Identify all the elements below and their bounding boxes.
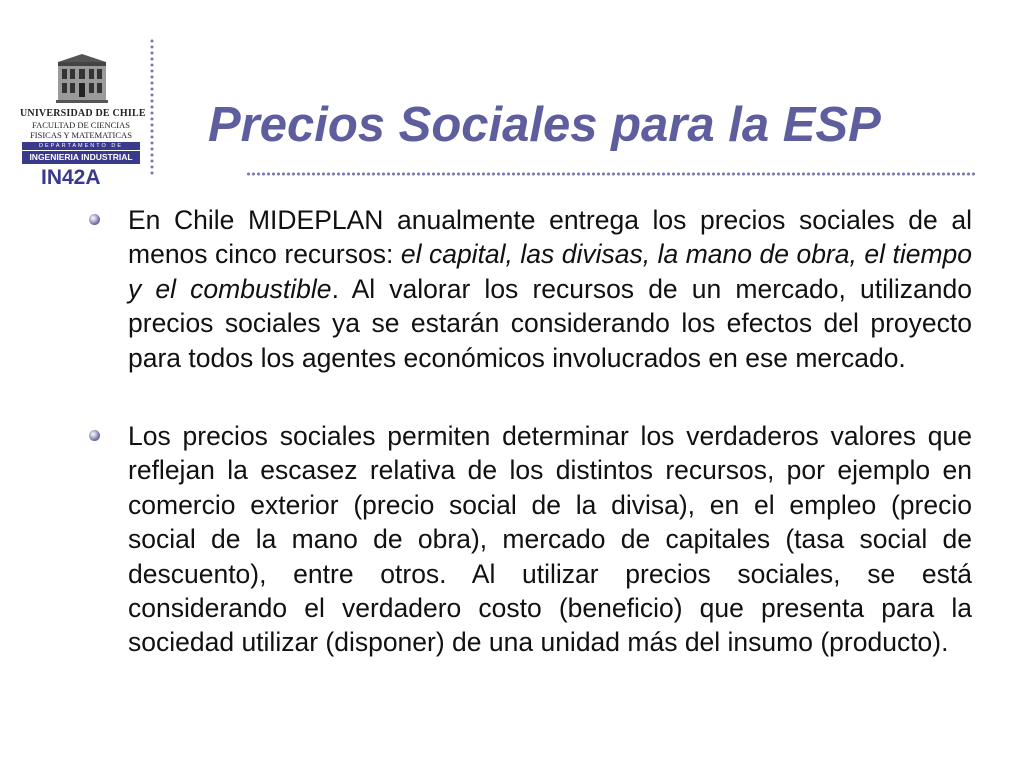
slide-title: Precios Sociales para la ESP <box>208 98 881 152</box>
bullet-icon <box>89 214 100 225</box>
slide-content <box>84 203 972 704</box>
faculty-line-2: FISICAS Y MATEMATICAS <box>30 130 132 140</box>
bullet-icon <box>89 430 100 441</box>
horizontal-dotted-divider <box>246 172 976 176</box>
resources-list: el capital, las divisas, la mano de obra, el tiempo y el combustible <box>128 239 972 304</box>
bullet-item <box>84 203 972 375</box>
bullet-text <box>128 203 972 375</box>
faculty-line-1: FACULTAD DE CIENCIAS <box>31 120 131 130</box>
university-name: UNIVERSIDAD DE CHILE <box>20 108 146 119</box>
bullet-item <box>84 419 972 660</box>
bullet-text-end: . Al valorar los recursos de un mercado, utilizando precios sociales ya se estarán considerando los efectos del proyecto para todos los agentes económicos involucrados en ese mercado. <box>128 273 972 373</box>
university-building-icon <box>54 52 110 104</box>
department-name: INGENIERIA INDUSTRIAL <box>22 150 140 164</box>
vertical-dotted-divider <box>150 38 154 176</box>
bullet-text-start: En Chile MIDEPLAN anualmente entrega los precios sociales de al menos cinco recursos: <box>128 205 972 270</box>
bullet-text: Los precios sociales permiten determinar los verdaderos valores que reflejan la escasez relativa de los distintos recursos, por ejemplo en comercio exterior (precio social de la divisa), en el empleo (precio social de la mano de obra), mercado de capitales (tasa social de descuento), entre otros. Al utilizar precios sociales, se está considerando el verdadero costo (beneficio) que presenta para la sociedad utilizar (disponer) de una unidad más del insumo (producto). <box>128 421 972 658</box>
course-code: IN42A <box>41 166 101 189</box>
department-band: DEPARTAMENTO DE <box>22 142 140 150</box>
